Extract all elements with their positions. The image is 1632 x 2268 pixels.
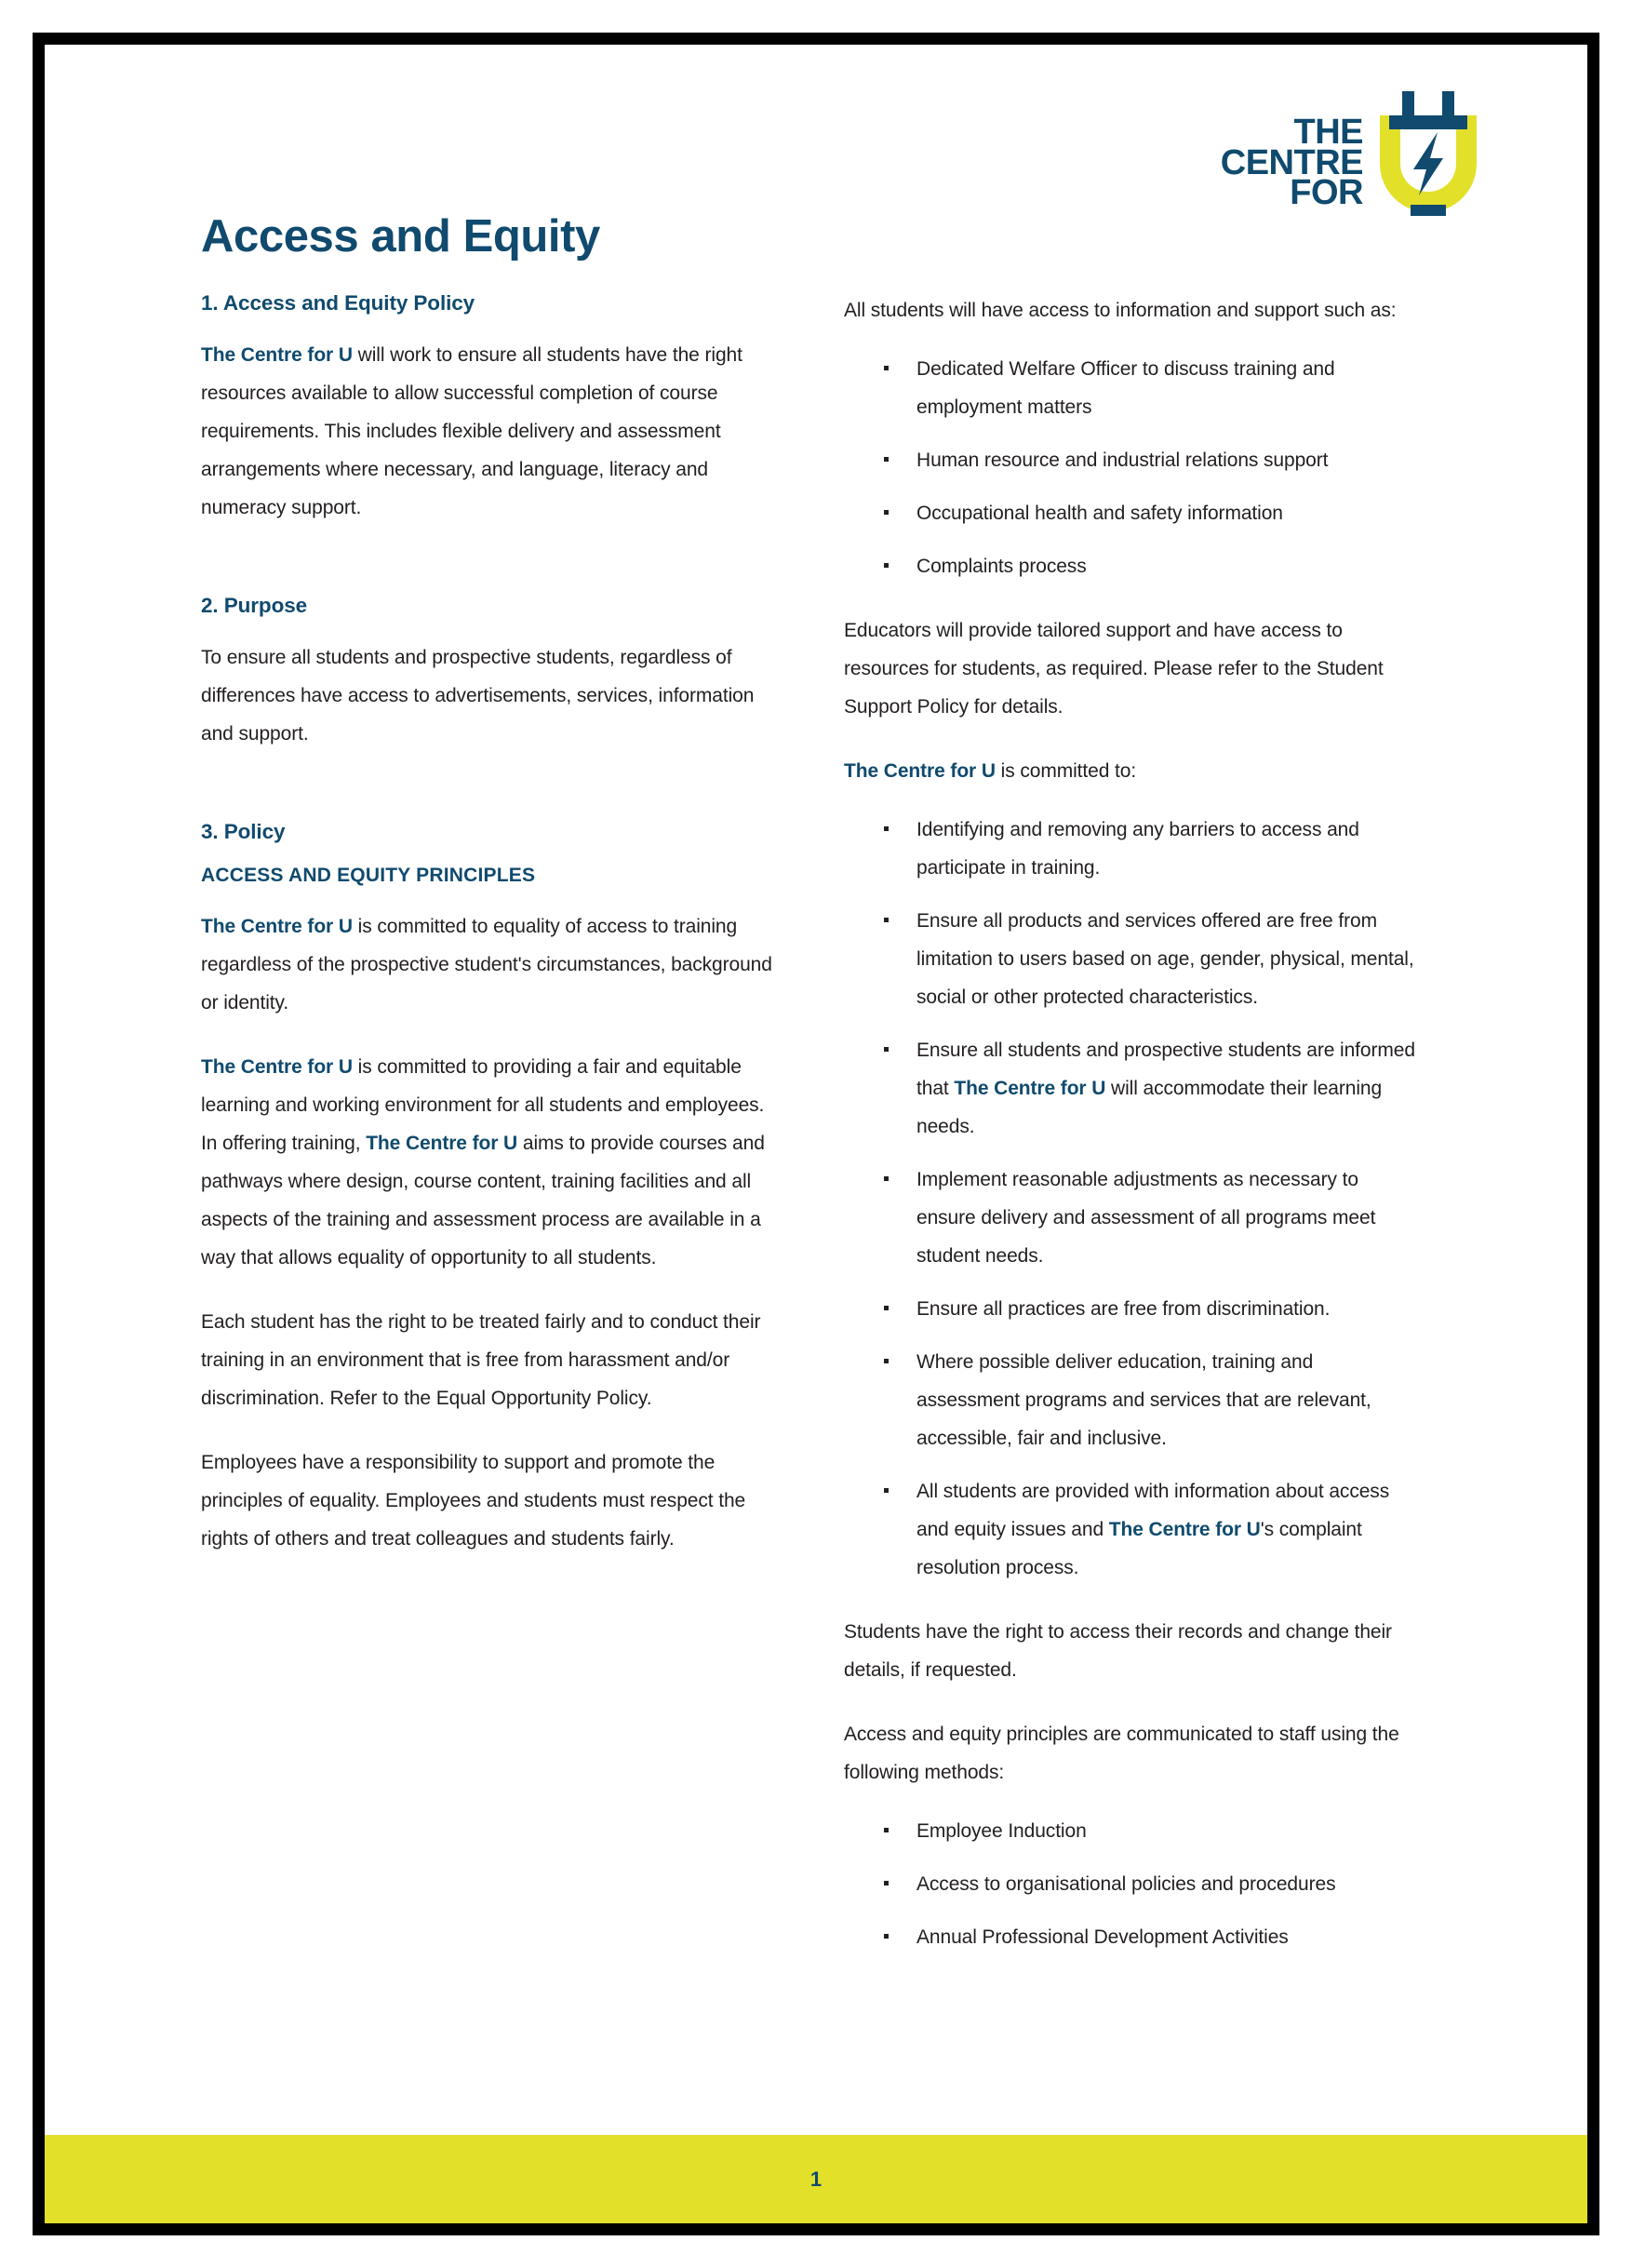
bullet-marker-icon bbox=[884, 510, 889, 515]
paragraph-principles-2-text: aims to provide courses and pathways where design, course content, training facilities and all aspects of the training and assessment process are available in a way that allows equality of opportunity to all students. bbox=[201, 1133, 765, 1268]
list-item bbox=[844, 441, 1420, 479]
list-item-label: Ensure all products and services offered are free from limitation to users based on age, gender, physical, mental, social or other protected characteristics. bbox=[916, 910, 1414, 1008]
list-item-label: Dedicated Welfare Officer to discuss training and employment matters bbox=[916, 358, 1335, 418]
heading-section-1: 1. Access and Equity Policy bbox=[201, 291, 475, 315]
list-item-label: will accommodate their learning needs. bbox=[916, 1078, 1383, 1137]
list-item bbox=[844, 1290, 1420, 1328]
list-item bbox=[844, 547, 1420, 585]
list-item-label: All students are provided with information about access and equity issues and bbox=[916, 1481, 1390, 1540]
brand-name: The Centre for U bbox=[366, 1133, 518, 1154]
brand-name: The Centre for U bbox=[201, 916, 353, 937]
support-bullet-list bbox=[844, 350, 1420, 585]
list-item bbox=[844, 1918, 1420, 1956]
page-content bbox=[45, 45, 1587, 2223]
logo-wordmark bbox=[1220, 91, 1363, 213]
list-item-label: Where possible deliver education, training and assessment programs and services that are relevant, accessible, fair and inclusive. bbox=[916, 1351, 1371, 1449]
paragraph-committed-lead-text: is committed to: bbox=[995, 760, 1137, 782]
logo-line-for: FOR bbox=[1290, 173, 1363, 213]
paragraph-principles-3: Each student has the right to be treated fairly and to conduct their training in an environment that is free from harassment and/or discrimination. Refer to the Equal Opportunity Policy. bbox=[201, 1311, 761, 1409]
committed-bullet-list bbox=[844, 811, 1420, 1587]
subheading-access-equity-principles: ACCESS AND EQUITY PRINCIPLES bbox=[201, 865, 536, 886]
left-column bbox=[201, 291, 777, 1982]
paragraph-section-1-text: will work to ensure all students have the right resources available to allow successful completion of course requirements. This includes flexible delivery and assessment arrangements where necessary, and language, literacy and numeracy support. bbox=[201, 344, 742, 518]
bullet-marker-icon bbox=[884, 1881, 889, 1886]
list-item bbox=[844, 1161, 1420, 1275]
plug-u-icon bbox=[1367, 91, 1490, 216]
bullet-marker-icon bbox=[884, 1359, 889, 1363]
heading-section-2: 2. Purpose bbox=[201, 594, 308, 617]
paragraph-records: Students have the right to access their records and change their details, if requested. bbox=[844, 1621, 1392, 1681]
list-item-label: Implement reasonable adjustments as necessary to ensure delivery and assessment of all programs meet student needs. bbox=[916, 1169, 1376, 1267]
paragraph-support-intro: All students will have access to information and support such as: bbox=[844, 300, 1397, 321]
paragraph-principles-1-text: is committed to equality of access to training regardless of the prospective student's circumstances, background or identity. bbox=[201, 916, 772, 1013]
brand-name: The Centre for U bbox=[201, 1056, 353, 1078]
right-column bbox=[844, 291, 1420, 1982]
bullet-marker-icon bbox=[884, 826, 889, 831]
page-number: 1 bbox=[809, 2167, 823, 2191]
methods-bullet-list bbox=[844, 1812, 1420, 1956]
paragraph-principles-4: Employees have a responsibility to support and promote the principles of equality. Employees and students must respect the rights of others and treat colleagues and students fairly. bbox=[201, 1452, 746, 1550]
paragraph-principles-1 bbox=[201, 907, 777, 1022]
bullet-marker-icon bbox=[884, 1828, 889, 1832]
paragraph-principles-2-mid: is committed to providing a fair and equitable learning and working environment for all students and employees. In offering training, bbox=[201, 1056, 765, 1154]
brand-name: The Centre for U bbox=[1108, 1519, 1261, 1540]
list-item bbox=[844, 494, 1420, 532]
paragraph-educators: Educators will provide tailored support and have access to resources for students, as required. Please refer to the Student Support Policy for details. bbox=[844, 620, 1384, 718]
paragraph-committed-lead bbox=[844, 752, 1420, 790]
page-title: Access and Equity bbox=[201, 211, 600, 262]
spacer bbox=[201, 553, 777, 594]
list-item bbox=[844, 811, 1420, 887]
list-item-label: Human resource and industrial relations support bbox=[916, 450, 1329, 471]
list-item-label: Complaints process bbox=[916, 556, 1087, 577]
bullet-marker-icon bbox=[884, 1488, 889, 1493]
list-item-label: Ensure all practices are free from discrimination. bbox=[916, 1298, 1331, 1320]
spacer bbox=[201, 779, 777, 820]
list-item-label: Employee Induction bbox=[916, 1820, 1087, 1842]
bullet-marker-icon bbox=[884, 1047, 889, 1052]
paragraph-principles-2 bbox=[201, 1048, 777, 1277]
bullet-marker-icon bbox=[884, 457, 889, 462]
list-item bbox=[844, 902, 1420, 1016]
list-item-label: Identifying and removing any barriers to access and participate in training. bbox=[916, 819, 1359, 879]
brand-logo bbox=[1221, 91, 1490, 216]
list-item bbox=[844, 350, 1420, 426]
list-item bbox=[844, 1812, 1420, 1850]
list-item bbox=[844, 1865, 1420, 1903]
brand-name: The Centre for U bbox=[201, 344, 353, 366]
logo-line-the: THE bbox=[1293, 113, 1363, 152]
brand-name: The Centre for U bbox=[954, 1078, 1106, 1099]
bullet-marker-icon bbox=[884, 366, 889, 370]
bullet-marker-icon bbox=[884, 563, 889, 568]
bullet-marker-icon bbox=[884, 1306, 889, 1310]
list-item-label: Occupational health and safety information bbox=[916, 503, 1283, 524]
list-item bbox=[844, 1472, 1420, 1587]
paragraph-methods: Access and equity principles are communicated to staff using the following methods: bbox=[844, 1724, 1399, 1783]
logo-line-centre: CENTRE bbox=[1220, 142, 1363, 182]
bullet-marker-icon bbox=[884, 918, 889, 922]
list-item-label: Access to organisational policies and procedures bbox=[916, 1873, 1336, 1895]
list-item-label: Annual Professional Development Activities bbox=[916, 1926, 1289, 1948]
bullet-marker-icon bbox=[884, 1934, 889, 1939]
list-item bbox=[844, 1343, 1420, 1457]
bullet-marker-icon bbox=[884, 1176, 889, 1181]
content-columns bbox=[201, 291, 1420, 1982]
list-item-label: Ensure all students and prospective students are informed that bbox=[916, 1040, 1415, 1099]
brand-name: The Centre for U bbox=[844, 760, 996, 782]
heading-section-3: 3. Policy bbox=[201, 820, 286, 843]
paragraph-section-2: To ensure all students and prospective students, regardless of differences have access to advertisements, services, information and support. bbox=[201, 647, 755, 745]
page-frame bbox=[33, 33, 1599, 2235]
list-item-label: 's complaint resolution process. bbox=[916, 1519, 1362, 1578]
footer-bar bbox=[45, 2135, 1587, 2223]
list-item bbox=[844, 1031, 1420, 1146]
paragraph-section-1 bbox=[201, 336, 777, 527]
